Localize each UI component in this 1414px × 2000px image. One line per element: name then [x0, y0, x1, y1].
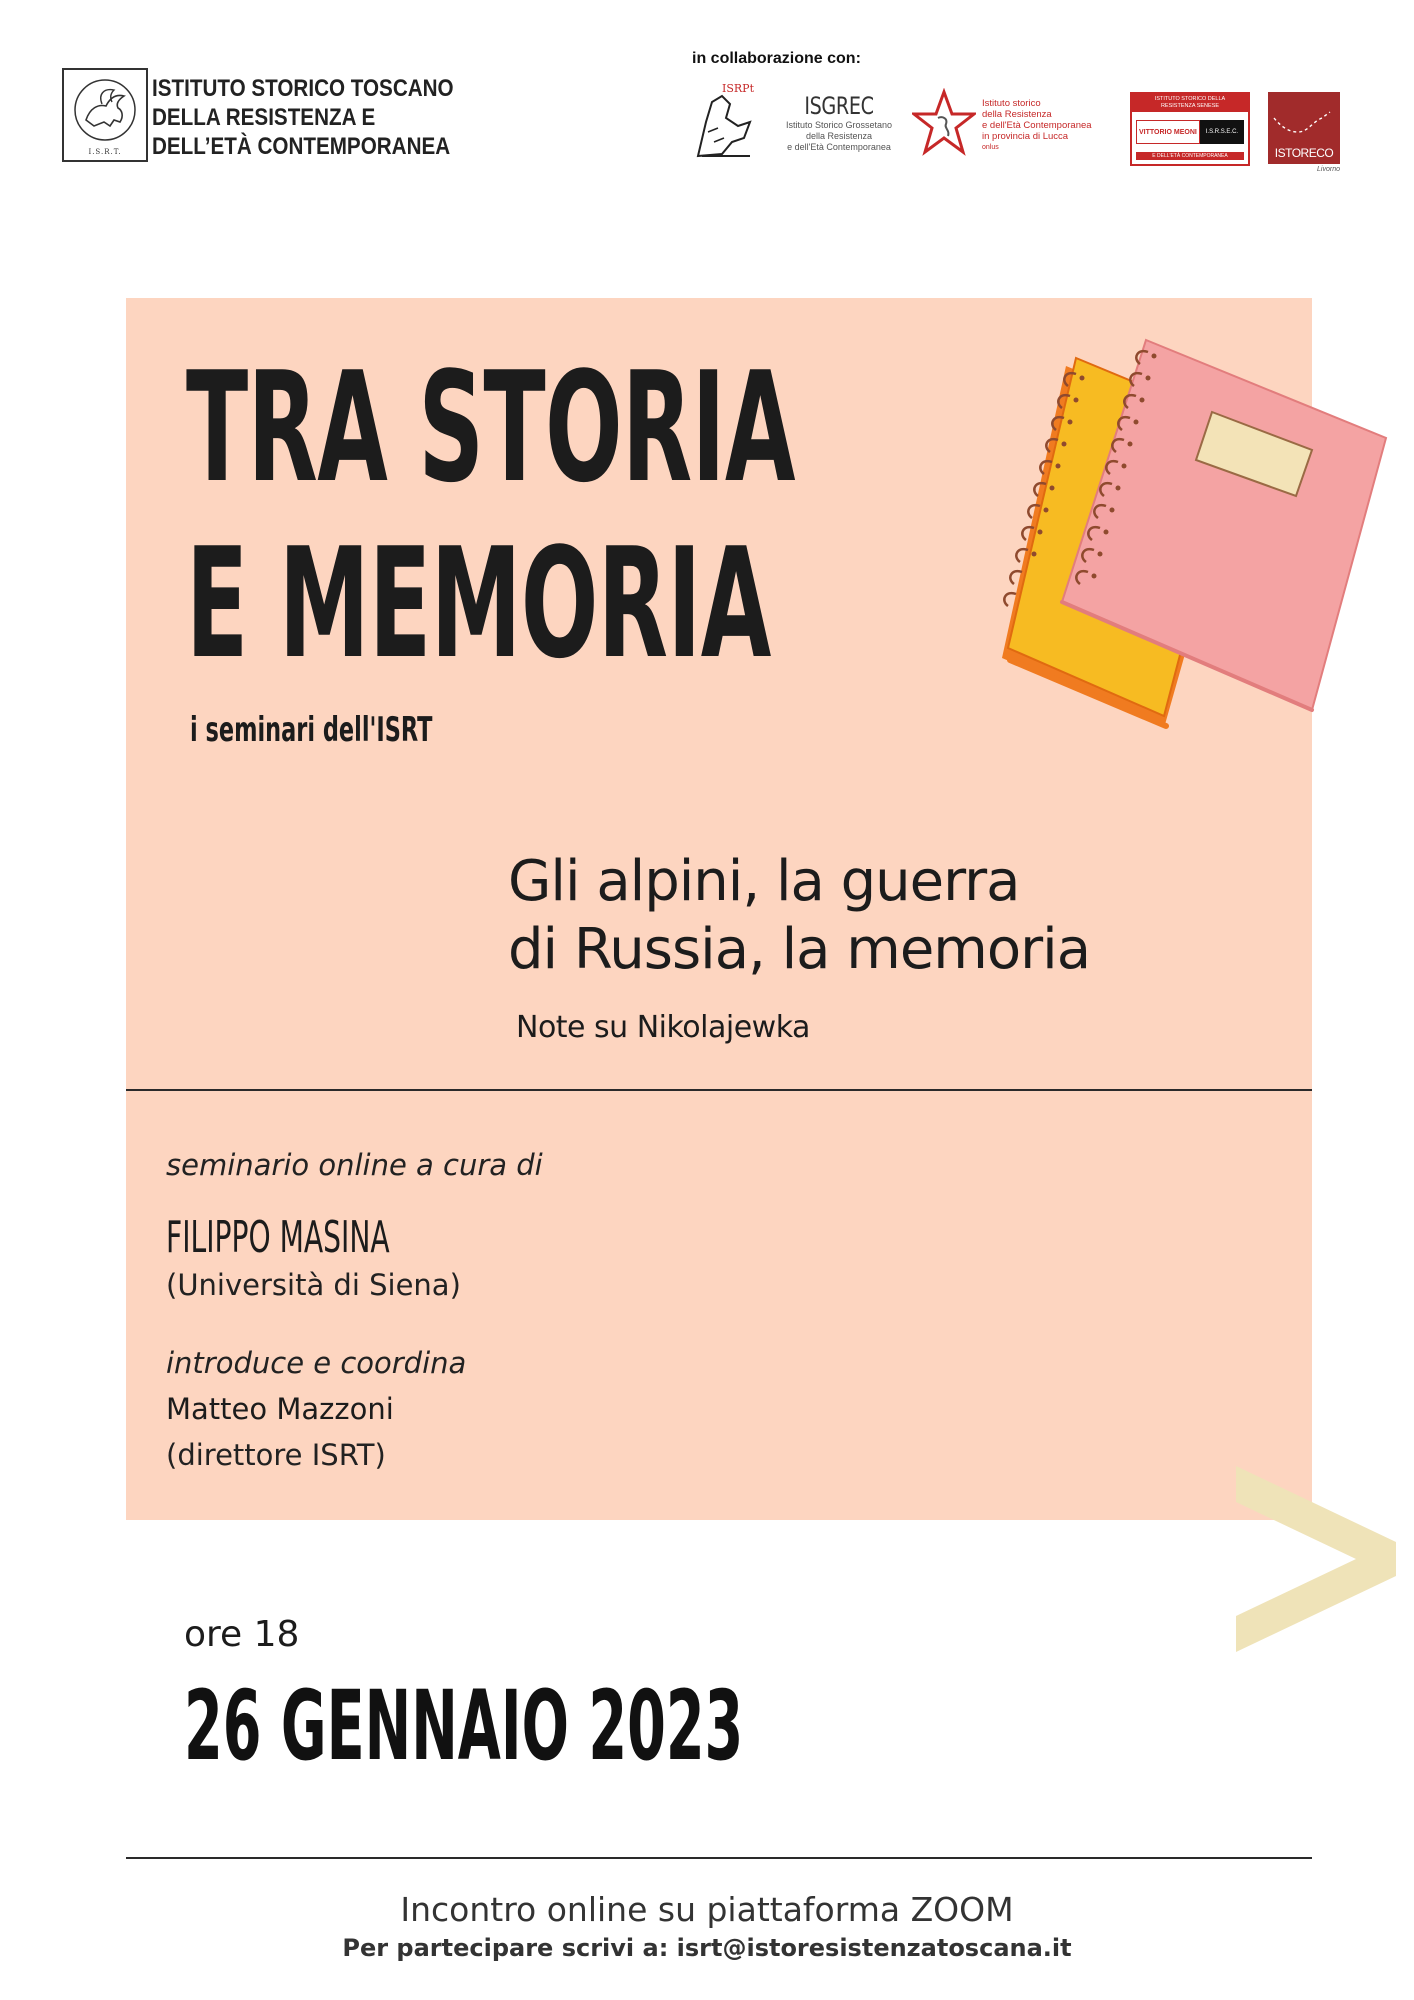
coordinator-role: (direttore ISRT) — [166, 1438, 386, 1472]
pegasus-logo-icon — [64, 70, 146, 148]
partner-label: RESISTENZA SENESE — [1160, 103, 1220, 109]
partner-logo-isrsec — [1130, 92, 1250, 166]
partner-label: ISTORECO — [1274, 146, 1334, 160]
star-icon — [912, 88, 976, 160]
notebooks-illustration — [990, 330, 1390, 750]
event-title-line: E MEMORIA — [186, 515, 771, 692]
partner-label: ISTITUTO STORICO DELLA — [1154, 96, 1226, 102]
seminar-topic-line: Gli alpini, la guerra — [508, 849, 1020, 914]
partner-label: Istituto Storico Grossetano — [785, 120, 893, 130]
event-time: ore 18 — [184, 1614, 300, 1655]
partner-label: onlus — [982, 144, 999, 151]
collaboration-label: in collaborazione con: — [692, 50, 861, 67]
event-title — [186, 340, 795, 692]
logo-caption: I.S.R.T. — [88, 148, 122, 156]
partner-label: e dell'Età Contemporanea — [787, 142, 891, 152]
partner-label: in provincia di Lucca — [982, 131, 1069, 142]
introduces-label: introduce e coordina — [166, 1346, 467, 1380]
institute-name-line: ISTITUTO STORICO TOSCANO — [152, 75, 454, 102]
partner-logo-isgrec — [780, 92, 898, 162]
partner-logo-lucca — [912, 88, 1108, 160]
partner-label: della Resistenza — [982, 109, 1052, 120]
institute-name — [152, 74, 454, 161]
speaker-affiliation: (Università di Siena) — [166, 1268, 461, 1302]
partner-label: VITTORIO MEONI — [1136, 120, 1200, 144]
partner-label: e dell'Età Contemporanea — [982, 120, 1092, 131]
partner-label: ISRPt — [722, 82, 754, 95]
partner-label: Istituto storico — [982, 98, 1041, 109]
isrt-logo — [62, 68, 148, 162]
event-date: 26 GENNAIO 2023 — [184, 1670, 744, 1782]
partner-label: della Resistenza — [805, 131, 873, 141]
partner-label: Livorno — [1317, 166, 1340, 173]
partner-label: I.S.R.S.E.C. — [1200, 120, 1244, 144]
chevron-right-icon — [1236, 1466, 1396, 1652]
seminar-topic-subtitle: Note su Nikolajewka — [516, 1010, 810, 1045]
partner-label: E DELL'ETÀ CONTEMPORANEA — [1136, 152, 1244, 160]
series-subtitle: i seminari dell'ISRT — [190, 710, 433, 750]
institute-name-line: DELL’ETÀ CONTEMPORANEA — [152, 133, 451, 160]
speaker-name: FILIPPO MASINA — [166, 1212, 390, 1263]
partner-logo-isrpt — [692, 82, 756, 162]
event-title-line: TRA STORIA — [186, 339, 795, 516]
panel-divider — [126, 1089, 1312, 1091]
institute-name-line: DELLA RESISTENZA E — [152, 104, 376, 131]
contact-info: Per partecipare scrivi a: isrt@istoresistenzatoscana.it — [342, 1934, 1072, 1962]
platform-info: Incontro online su piattaforma ZOOM — [400, 1890, 1014, 1929]
footer-divider — [126, 1857, 1312, 1859]
curated-by-label: seminario online a cura di — [166, 1148, 543, 1182]
partner-logo-istoreco — [1268, 92, 1340, 178]
seminar-topic — [508, 848, 1090, 984]
coordinator-name: Matteo Mazzoni — [166, 1392, 394, 1426]
seminar-topic-line: di Russia, la memoria — [508, 917, 1091, 982]
partner-acronym: ISGREC — [804, 92, 874, 120]
